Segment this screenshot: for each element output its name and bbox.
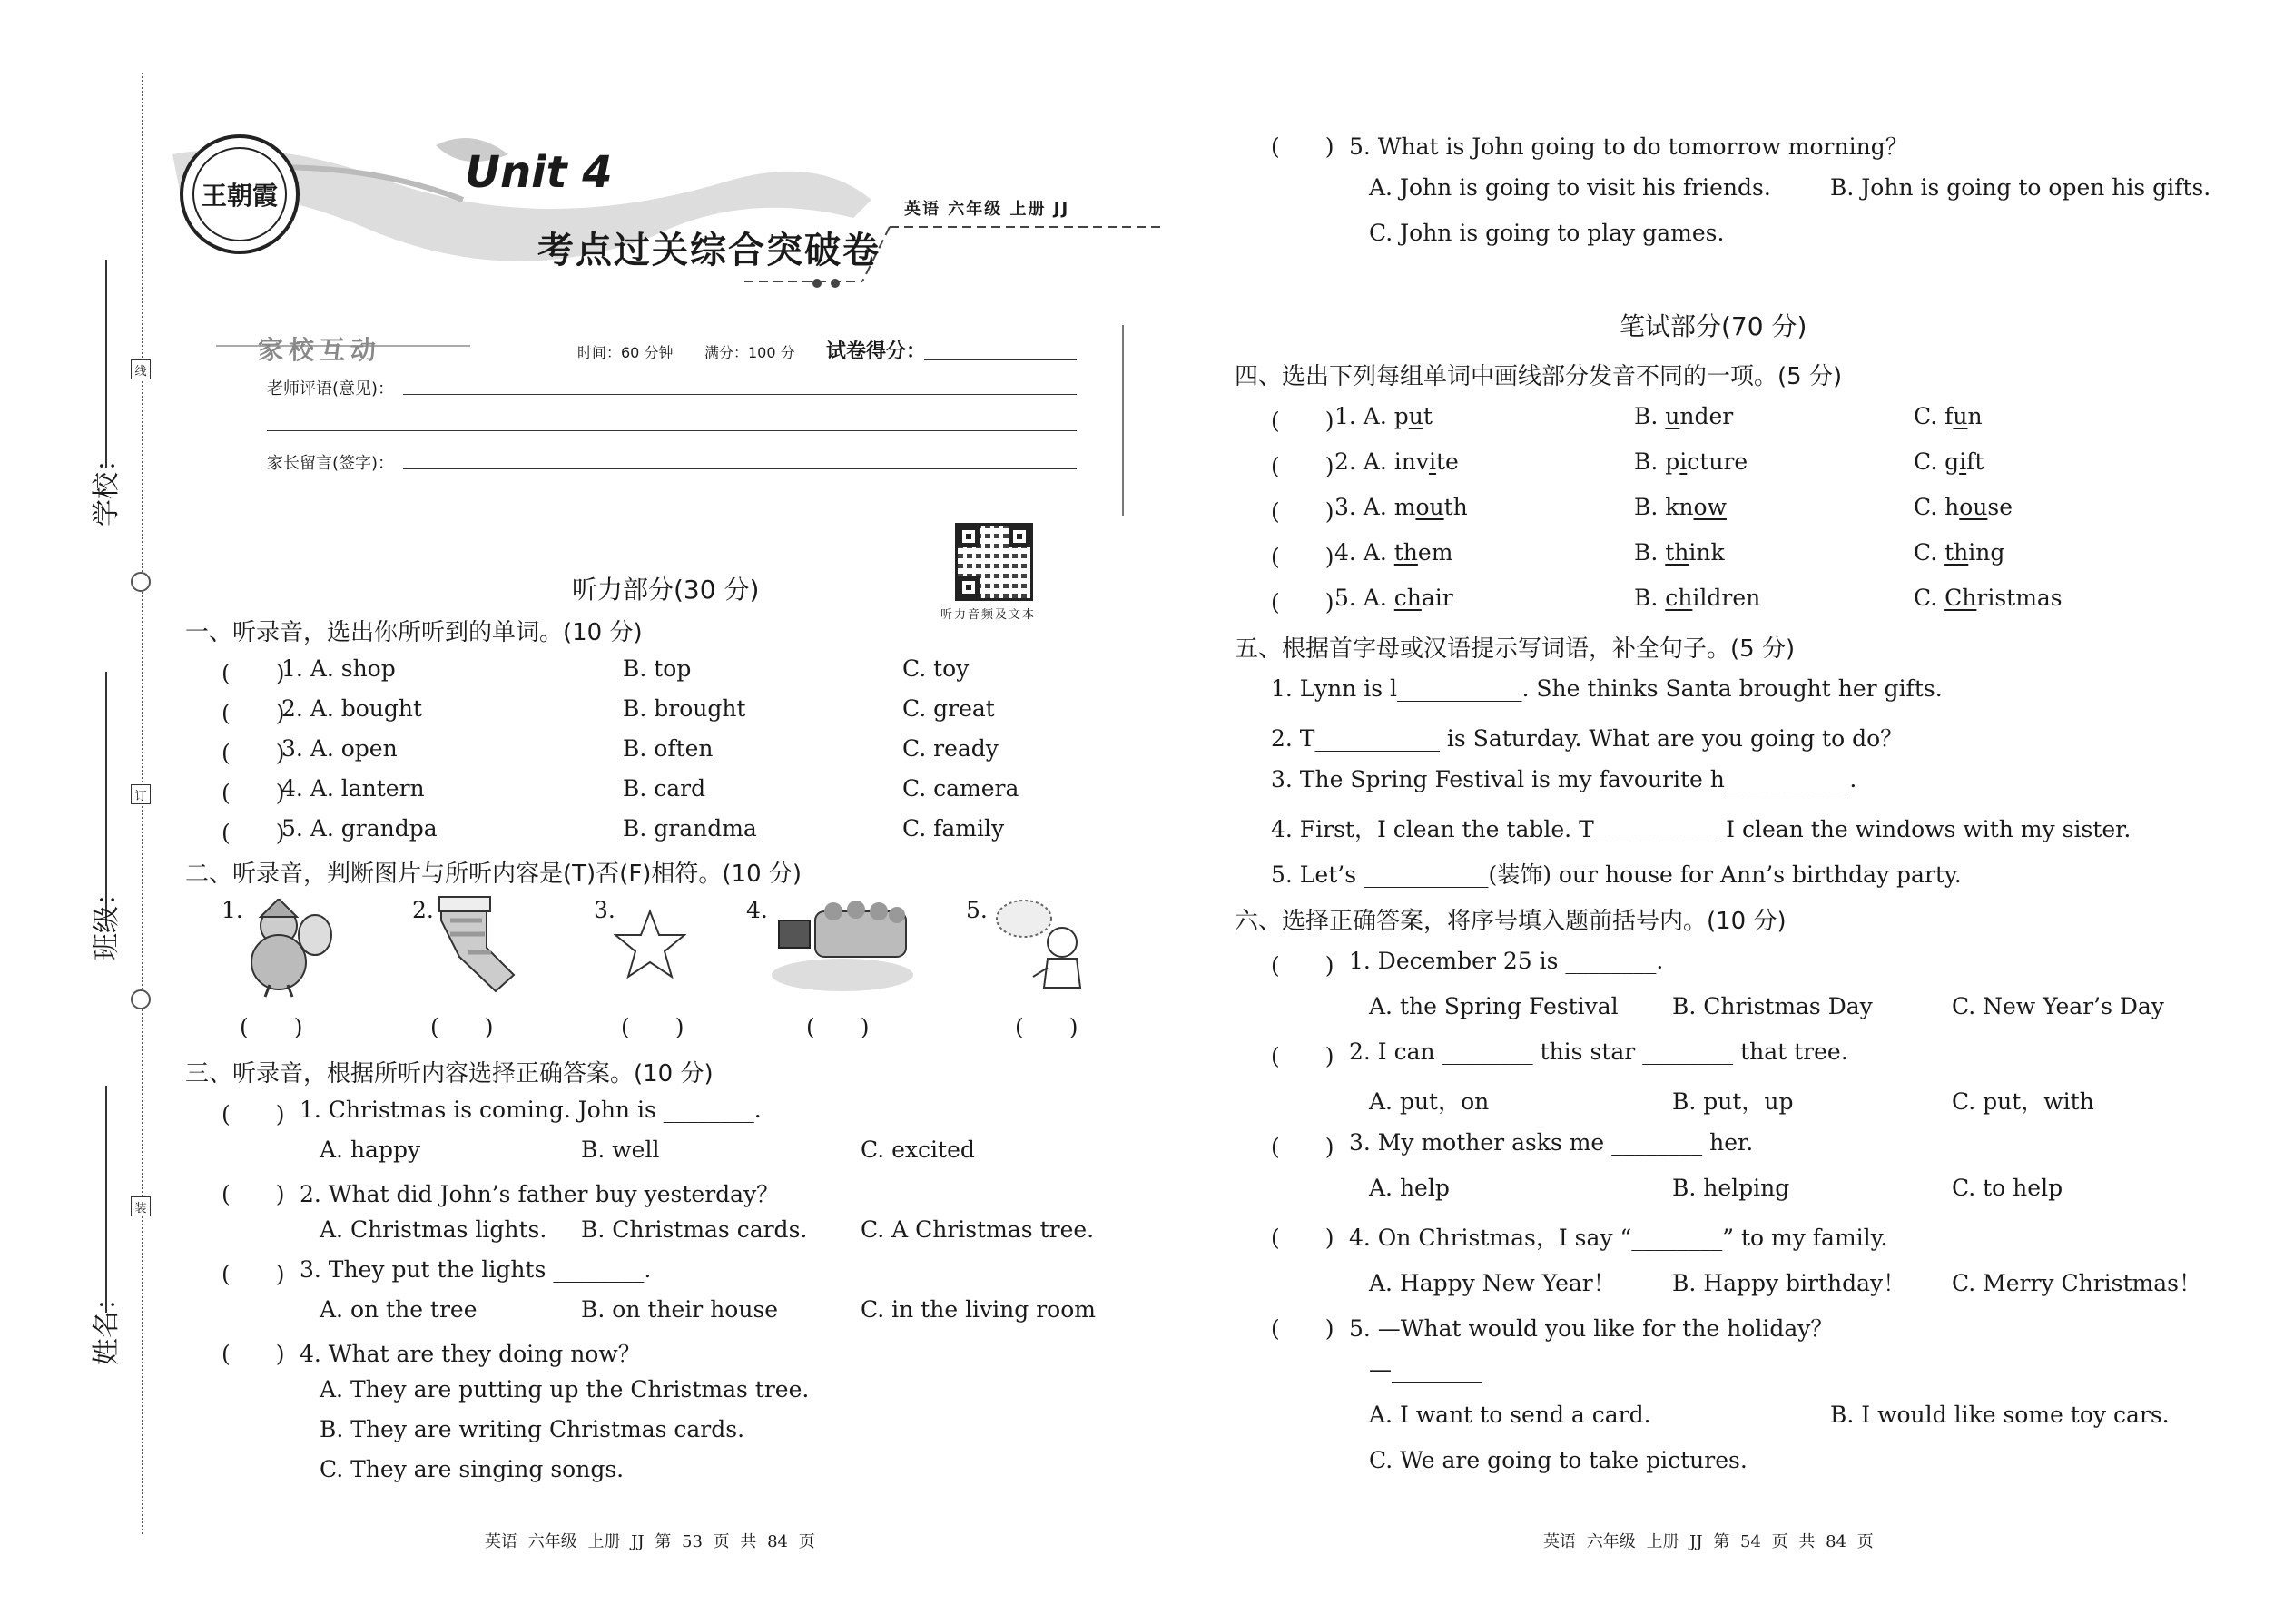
s6-q1-a: A. the Spring Festival — [1369, 993, 1619, 1019]
s1-paren[interactable]: ( ) — [222, 700, 285, 726]
s4-option-b: B. picture — [1634, 448, 1748, 475]
s3-q4-c: C. They are singing songs. — [320, 1456, 625, 1482]
s1-paren[interactable]: ( ) — [222, 820, 285, 846]
s1-option-c: C. great — [902, 695, 995, 722]
qr-corner-tr — [1009, 526, 1030, 547]
s1-option-b: B. top — [623, 655, 692, 682]
s4-option-a: 2. A. invite — [1334, 448, 1459, 475]
s3-q3-paren[interactable]: ( ) — [222, 1261, 285, 1287]
s1-option-c: C. family — [902, 815, 1005, 842]
s6-q5-c: C. We are going to take pictures. — [1369, 1447, 1748, 1473]
footer-left: 英语 六年级 上册 JJ 第 53 页 共 84 页 — [485, 1532, 815, 1551]
s6-q2-b: B. put，up — [1672, 1088, 1794, 1115]
s6-q5-a: A. I want to send a card. — [1369, 1402, 1651, 1428]
s3-q2-paren[interactable]: ( ) — [222, 1181, 285, 1207]
boy-thinking-picture — [989, 895, 1089, 989]
s4-option-c: C. gift — [1914, 448, 1984, 475]
s6-q5-blank[interactable]: —________ — [1369, 1356, 1482, 1383]
home-school-title: 家校互动 — [258, 335, 382, 365]
s4-option-a: 5. A. chair — [1334, 585, 1453, 611]
s5-item-4: 4. First，I clean the table. T___________ I clean the windows with my sister. — [1271, 816, 2132, 842]
s1-option-b: B. brought — [623, 695, 746, 722]
s6-q3-paren[interactable]: ( ) — [1271, 1134, 1334, 1160]
exam-title: 考点过关综合突破卷 — [537, 229, 881, 271]
parent-comment-field[interactable] — [403, 468, 1077, 469]
s4-option-b: B. children — [1634, 585, 1761, 611]
s6-q1-b: B. Christmas Day — [1672, 993, 1873, 1019]
binding-box-zhuang: 装 — [131, 1196, 151, 1216]
s6-q2-c: C. put，with — [1952, 1088, 2094, 1115]
s6-q2: 2. I can ________ this star ________ that tree. — [1349, 1038, 1848, 1065]
writing-title: 笔试部分(70 分) — [1620, 311, 1807, 341]
pic-num-5: 5. — [966, 897, 988, 923]
s1-paren[interactable]: ( ) — [222, 740, 285, 766]
qr-caption: 听力音频及文本 — [940, 608, 1037, 622]
s4-option-c: C. Christmas — [1914, 585, 2063, 611]
name-line — [105, 1086, 107, 1313]
s1-option-a: 4. A. lantern — [281, 775, 425, 802]
score-field[interactable] — [924, 359, 1077, 360]
s3-q5-b: B. John is going to open his gifts. — [1830, 174, 2211, 201]
picture-answer-4[interactable]: ( ) — [806, 1014, 870, 1040]
s5-item-1: 1. Lynn is l___________. She thinks Santa brought her gifts. — [1271, 675, 1943, 702]
s1-option-c: C. ready — [902, 735, 999, 762]
s5-item-5: 5. Let’s ___________(装饰) our house for Ann’s birthday party. — [1271, 861, 1962, 888]
picture-answer-3[interactable]: ( ) — [621, 1014, 684, 1040]
s6-q5: 5. —What would you like for the holiday？ — [1349, 1315, 1834, 1342]
qr-corner-tl — [958, 526, 980, 547]
s6-q3-a: A. help — [1369, 1175, 1450, 1201]
subject-tags: 英语 六年级 上册 JJ — [904, 200, 1070, 219]
s1-option-c: C. camera — [902, 775, 1019, 802]
s3-q3-a: A. on the tree — [320, 1296, 478, 1323]
section-5-title: 五、根据首字母或汉语提示写词语，补全句子。(5 分) — [1235, 635, 1796, 663]
s4-option-c: C. fun — [1914, 403, 1983, 429]
s6-q4-b: B. Happy birthday！ — [1672, 1270, 1906, 1296]
s3-q4-b: B. They are writing Christmas cards. — [320, 1416, 745, 1442]
s6-q4-paren[interactable]: ( ) — [1271, 1225, 1334, 1251]
s1-paren[interactable]: ( ) — [222, 660, 285, 686]
s6-q5-paren[interactable]: ( ) — [1271, 1315, 1334, 1342]
s3-q2: 2. What did John’s father buy yesterday？ — [300, 1181, 780, 1207]
s1-option-b: B. grandma — [623, 815, 757, 842]
picture-answer-1[interactable]: ( ) — [240, 1014, 303, 1040]
picture-answer-5[interactable]: ( ) — [1015, 1014, 1078, 1040]
s1-option-b: B. card — [623, 775, 706, 802]
s3-q5-c: C. John is going to play games. — [1369, 220, 1725, 246]
pic-num-4: 4. — [746, 897, 768, 923]
footer-right: 英语 六年级 上册 JJ 第 54 页 共 84 页 — [1543, 1532, 1874, 1551]
s3-q2-b: B. Christmas cards. — [581, 1216, 808, 1243]
s4-option-b: B. under — [1634, 403, 1734, 429]
s3-q1-b: B. well — [581, 1137, 660, 1163]
section-3-title: 三、听录音，根据所听内容选择正确答案。(10 分) — [185, 1060, 714, 1088]
s6-q1-paren[interactable]: ( ) — [1271, 952, 1334, 979]
full-score-info: 满分：100 分 — [704, 344, 795, 361]
s3-q4-paren[interactable]: ( ) — [222, 1341, 285, 1367]
section-4-title: 四、选出下列每组单词中画线部分发音不同的一项。(5 分) — [1235, 363, 1843, 390]
s6-q2-a: A. put，on — [1369, 1088, 1490, 1115]
s6-q4-c: C. Merry Christmas！ — [1952, 1270, 2201, 1296]
s1-option-c: C. toy — [902, 655, 970, 682]
s4-option-c: C. house — [1914, 494, 2013, 520]
section-1-title: 一、听录音，选出你所听到的单词。(10 分) — [185, 619, 643, 646]
s5-item-3: 3. The Spring Festival is my favourite h___________. — [1271, 766, 1857, 792]
s3-q2-a: A. Christmas lights. — [320, 1216, 547, 1243]
s4-option-c: C. thing — [1914, 539, 2005, 566]
section-2-title: 二、听录音，判断图片与所听内容是(T)否(F)相符。(10 分) — [185, 861, 802, 888]
unit-title: Unit 4 — [465, 147, 613, 198]
binding-circle-1 — [131, 572, 151, 592]
santa-picture — [238, 899, 338, 999]
school-label: 学校： — [91, 445, 123, 527]
qr-corner-bl — [958, 576, 980, 598]
teacher-comment-field[interactable] — [403, 394, 1077, 395]
teacher-comment-field-2[interactable] — [267, 430, 1077, 431]
s4-option-a: 4. A. them — [1334, 539, 1453, 566]
parent-comment-label: 家长留言(签字)： — [267, 454, 395, 473]
pic-num-1: 1. — [222, 897, 243, 923]
s6-q3-c: C. to help — [1952, 1175, 2063, 1201]
stocking-picture — [432, 893, 523, 995]
s3-q5-paren[interactable]: ( ) — [1271, 133, 1334, 160]
s6-q3-b: B. helping — [1672, 1175, 1790, 1201]
binding-box-ding: 订 — [131, 784, 151, 804]
s4-option-b: B. know — [1634, 494, 1727, 520]
s3-q5-a: A. John is going to visit his friends. — [1369, 174, 1771, 201]
s3-q4-a: A. They are putting up the Christmas tree. — [320, 1376, 810, 1403]
s3-q1-paren[interactable]: ( ) — [222, 1101, 285, 1127]
binding-circle-2 — [131, 989, 151, 1009]
s3-q1-a: A. happy — [320, 1137, 421, 1163]
listening-title: 听力部分(30 分) — [572, 575, 760, 605]
s1-option-a: 1. A. shop — [281, 655, 396, 682]
pic-num-2: 2. — [412, 897, 434, 923]
publisher-logo — [180, 134, 300, 254]
s4-paren[interactable]: ( ) — [1271, 544, 1334, 570]
s1-option-a: 2. A. bought — [281, 695, 423, 722]
logo-text: 王朝霞 — [192, 147, 287, 241]
s1-option-a: 5. A. grandpa — [281, 815, 438, 842]
s6-q4: 4. On Christmas，I say “________” to my family. — [1349, 1225, 1888, 1251]
family-tv-picture — [770, 893, 915, 993]
score-label: 试卷得分： — [826, 340, 927, 363]
class-label: 班级： — [91, 879, 123, 960]
s3-q4: 4. What are they doing now？ — [300, 1341, 641, 1367]
s5-item-2: 2. T___________ is Saturday. What are you going to do？ — [1271, 725, 1904, 752]
s4-paren[interactable]: ( ) — [1271, 453, 1334, 479]
s3-q2-c: C. A Christmas tree. — [861, 1216, 1095, 1243]
s4-option-b: B. think — [1634, 539, 1725, 566]
s6-q3: 3. My mother asks me ________ her. — [1349, 1129, 1754, 1156]
s1-option-a: 3. A. open — [281, 735, 398, 762]
s3-q3: 3. They put the lights ________. — [300, 1256, 652, 1283]
s4-paren[interactable]: ( ) — [1271, 589, 1334, 615]
s3-q1: 1. Christmas is coming. John is ________. — [300, 1097, 762, 1123]
s6-q2-paren[interactable]: ( ) — [1271, 1043, 1334, 1069]
s4-option-a: 3. A. mouth — [1334, 494, 1468, 520]
teacher-comment-label: 老师评语(意见)： — [267, 379, 395, 399]
s6-q1-c: C. New Year’s Day — [1952, 993, 2164, 1019]
time-info: 时间：60 分钟 — [577, 344, 674, 361]
s3-q3-c: C. in the living room — [861, 1296, 1096, 1323]
s4-paren[interactable]: ( ) — [1271, 498, 1334, 525]
s4-paren[interactable]: ( ) — [1271, 408, 1334, 434]
s1-option-b: B. often — [623, 735, 714, 762]
s3-q3-b: B. on their house — [581, 1296, 779, 1323]
section-6-title: 六、选择正确答案，将序号填入题前括号内。(10 分) — [1235, 908, 1787, 935]
s1-paren[interactable]: ( ) — [222, 780, 285, 806]
s4-option-a: 1. A. put — [1334, 403, 1433, 429]
s3-q1-c: C. excited — [861, 1137, 975, 1163]
star-picture — [614, 908, 686, 980]
binding-box-xian: 线 — [131, 359, 151, 379]
picture-answer-2[interactable]: ( ) — [430, 1014, 494, 1040]
s6-q4-a: A. Happy New Year！ — [1369, 1270, 1616, 1296]
s3-q5: 5. What is John going to do tomorrow morning？ — [1349, 133, 1908, 160]
s6-q5-b: B. I would like some toy cars. — [1830, 1402, 2170, 1428]
s6-q1: 1. December 25 is ________. — [1349, 948, 1664, 974]
name-label: 姓名： — [91, 1284, 123, 1365]
pic-num-3: 3. — [594, 897, 615, 923]
school-line — [105, 260, 107, 468]
